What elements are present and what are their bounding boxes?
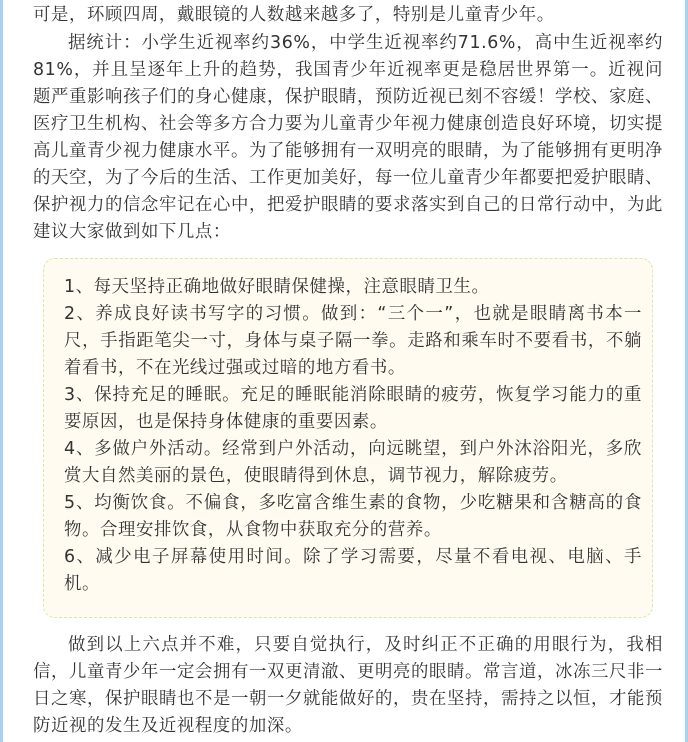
tip-item: 1、每天坚持正确地做好眼睛保健操，注意眼睛卫生。	[64, 277, 490, 297]
conclusion-paragraph: 做到以上六点并不难，只要自觉执行，及时纠正不正确的用眼行为，我相信，儿童青少年一定会拥有一双更清澈、更明亮的眼睛。常言道，冰冻三尺非一日之寒，保护眼睛也不是一朝一夕就能做好的，贵在坚持，需持之以恒，才能预防近视的发生及近视程度的加深。	[33, 635, 663, 736]
tip-item: 2、养成良好读书写字的习惯。做到：“三个一”，也就是眼睛离书本一尺，手指距笔尖一寸，身体与桌子隔一拳。走路和乘车时不要看书，不躺着看书，不在光线过强或过暗的地方看书。	[64, 304, 642, 378]
tip-item: 6、减少电子屏幕使用时间。除了学习需要，尽量不看电视、电脑、手机。	[64, 547, 642, 594]
tips-list	[64, 274, 642, 598]
statistics-paragraph: 据统计：小学生近视率约36%，中学生近视率约71.6%，高中生近视率约81%，并且呈逐年上升的趋势，我国青少年近视率更是稳居世界第一。近视问题严重影响孩子们的身心健康，保护眼睛，预防近视已刻不容缓！学校、家庭、医疗卫生机构、社会等多方合力要为儿童青少年视力健康创造良好环境，切实提高儿童青少视力健康水平。为了能够拥有一双明亮的眼睛，为了能够拥有更明净的天空，为了今后的生活、工作更加美好，每一位儿童青少年都要把爱护眼睛、保护视力的信念牢记在心中，把爱护眼睛的要求落实到自己的日常行动中，为此建议大家做到如下几点：	[33, 33, 663, 242]
tip-item: 5、均衡饮食。不偏食，多吃富含维生素的食物，少吃糖果和含糖高的食物。合理安排饮食，从食物中获取充分的营养。	[64, 493, 642, 540]
intro-paragraph: 可是，环顾四周，戴眼镜的人数越来越多了，特别是儿童青少年。	[33, 5, 555, 25]
eye-care-tips-box	[43, 258, 653, 618]
tip-item: 3、保持充足的睡眠。充足的睡眠能消除眼睛的疲劳，恢复学习能力的重要原因，也是保持身体健康的重要因素。	[64, 385, 642, 432]
tip-item: 4、多做户外活动。经常到户外活动，向远眺望，到户外沐浴阳光，多欣赏大自然美丽的景色，使眼睛得到休息，调节视力，解除疲劳。	[64, 439, 642, 486]
